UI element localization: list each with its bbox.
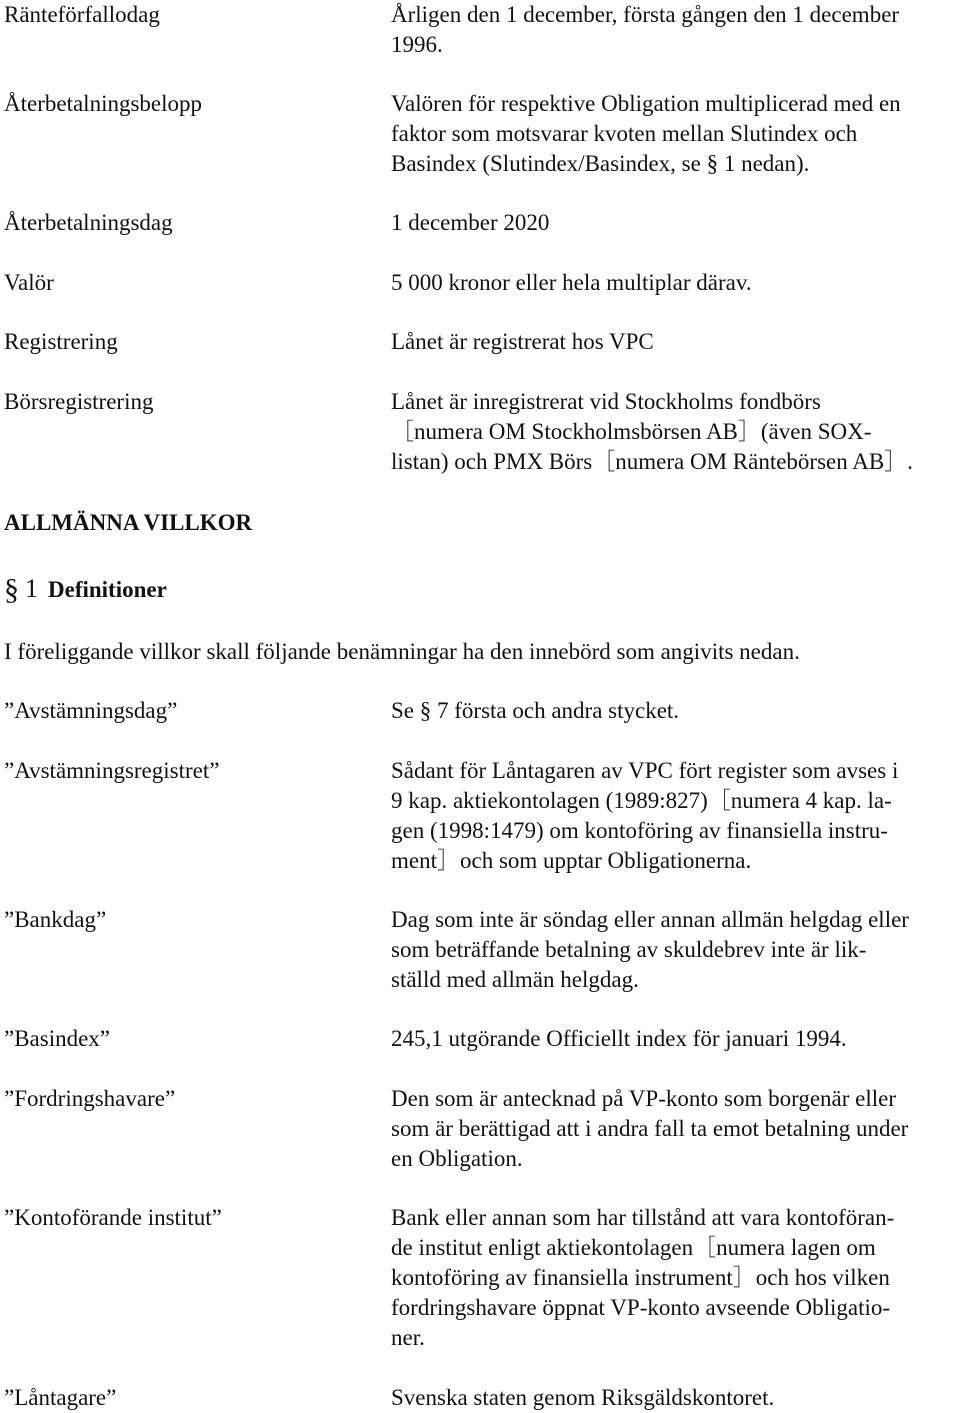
term-definition [391,1383,960,1413]
definition-line: 5 000 kronor eller hela multiplar därav. [391,270,752,295]
definition-line: Årligen den 1 december, första gången den 1 december [391,2,900,27]
definition-line: Sådant för Låntagaren av VPC fört register som avses i [391,758,899,783]
section-title [4,574,167,605]
definition-line: kontoföring av finansiella instrument］och hos vilken [391,1265,890,1290]
term-label: ”Avstämningsregistret” [4,758,220,783]
term-definition [391,387,960,477]
definition-line: en Obligation. [391,1146,523,1171]
definition-line: 1996. [391,32,443,57]
definition-line: Dag som inte är söndag eller annan allmän helgdag eller [391,907,909,932]
term-definition [391,756,960,876]
definition-line: Lånet är registrerat hos VPC [391,329,654,354]
definition-line: Lånet är inregistrerat vid Stockholms fondbörs [391,389,821,414]
definition-line: gen (1998:1479) om kontoföring av finansiella instru- [391,818,888,843]
section-symbol: § [4,573,19,606]
definition-line: som beträffande betalning av skuldebrev inte är lik- [391,937,867,962]
term-label: Valör [4,270,54,295]
definition-line: de institut enligt aktiekontolagen［numera lagen om [391,1235,876,1260]
definition-line: ［numera OM Stockholmsbörsen AB］(även SOX- [391,419,872,444]
definition-line: ställd med allmän helgdag. [391,967,639,992]
term-definition [391,696,960,726]
section-number: 1 [25,574,38,603]
term-definition [391,0,960,60]
definition-line: som är berättigad att i andra fall ta emot betalning under [391,1116,909,1141]
intro-paragraph: I föreliggande villkor skall följande benämningar ha den innebörd som angivits nedan. [4,639,800,664]
definition-line: Valören för respektive Obligation multiplicerad med en [391,91,901,116]
term-definition [391,268,960,298]
definition-line: Se § 7 första och andra stycket. [391,698,680,723]
term-label: ”Låntagare” [4,1385,117,1410]
definition-line: Basindex (Slutindex/Basindex, se § 1 nedan). [391,151,810,176]
term-definition [391,1024,960,1054]
term-label: ”Avstämningsdag” [4,698,178,723]
definition-line: ner. [391,1325,425,1350]
term-definition [391,327,960,357]
term-label: ”Kontoförande institut” [4,1205,222,1230]
term-label: ”Bankdag” [4,907,107,932]
section-label: Definitioner [48,577,167,602]
definition-line: Den som är antecknad på VP-konto som borgenär eller [391,1086,897,1111]
term-definition [391,905,960,995]
definition-line: ment］och som upptar Obligationerna. [391,848,752,873]
term-label: ”Basindex” [4,1026,111,1051]
definition-line: fordringshavare öppnat VP-konto avseende Obligatio- [391,1295,891,1320]
definition-line: Bank eller annan som har tillstånd att vara kontoföran- [391,1205,895,1230]
definition-line: listan) och PMX Börs［numera OM Räntebörsen AB］. [391,449,913,474]
term-label: Återbetalningsbelopp [4,91,203,116]
term-definition [391,89,960,179]
definition-line: 245,1 utgörande Officiellt index för januari 1994. [391,1026,847,1051]
section-heading: ALLMÄNNA VILLKOR [4,510,253,535]
definition-line: faktor som motsvarar kvoten mellan Slutindex och [391,121,858,146]
definition-line: Svenska staten genom Riksgäldskontoret. [391,1385,775,1410]
term-label: Registrering [4,329,118,354]
term-definition [391,1203,960,1353]
term-label: ”Fordringshavare” [4,1086,176,1111]
term-definition [391,208,960,238]
definition-line: 1 december 2020 [391,210,550,235]
term-definition [391,1084,960,1174]
term-label: Ränteförfallodag [4,2,160,27]
definition-line: 9 kap. aktiekontolagen (1989:827)［numera 4 kap. la- [391,788,892,813]
term-label: Börsregistrering [4,389,154,414]
term-label: Återbetalningsdag [4,210,173,235]
